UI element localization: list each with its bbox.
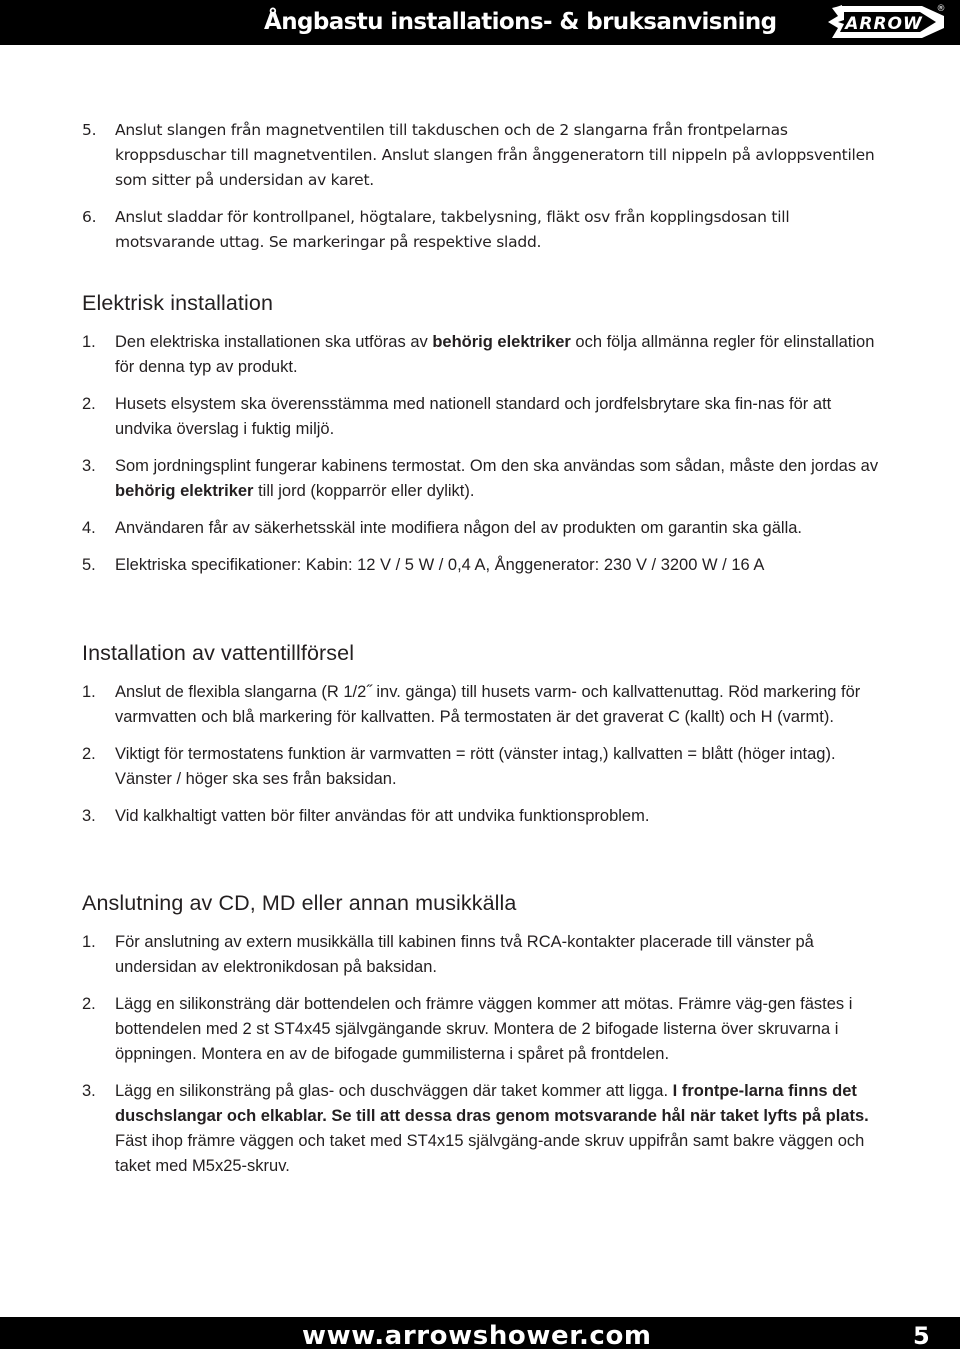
- water-list: [82, 680, 882, 829]
- item-number: 5.: [82, 121, 97, 139]
- item-number: 3.: [82, 807, 96, 825]
- page-number: 5: [913, 1322, 930, 1350]
- item-number: 3.: [82, 1082, 96, 1100]
- item-text: och följa allmänna regler för elinstallation för denna typ av produkt.: [115, 333, 875, 376]
- item-text: Användaren får av säkerhetsskäl inte modifiera någon del av produkten om garantin ska gälla.: [115, 519, 802, 537]
- item-text: Fäst ihop främre väggen och taket med ST4x15 självgäng-ande skruv uppifrån samt bakre väggen och taket med M5x25-skruv.: [115, 1132, 865, 1175]
- item-number: 4.: [82, 519, 96, 537]
- list-item: [82, 454, 882, 504]
- list-item: [82, 992, 882, 1067]
- music-list: [82, 930, 882, 1179]
- list-item: [82, 930, 882, 980]
- item-text: Viktigt för termostatens funktion är varmvatten = rött (vänster intag,) kallvatten = blått (höger intag). Vänster / höger ska ses från baksidan.: [115, 745, 836, 788]
- item-bold-text: behörig elektriker: [115, 482, 254, 500]
- list-item: [82, 742, 882, 792]
- list-item: [82, 680, 882, 730]
- section-heading-music: Anslutning av CD, MD eller annan musikkälla: [82, 891, 517, 915]
- page-footer: [0, 1317, 960, 1349]
- item-text: Anslut slangen från magnetventilen till takduschen och de 2 slangarna från frontpelarnas kroppsduschar till magnetventilen. Anslut slangen från ånggeneratorn till nippeln på avloppsventilen som sitter på undersidan av karet.: [115, 121, 875, 189]
- electrical-list: [82, 330, 882, 578]
- page-header: [0, 0, 960, 45]
- list-item: [82, 118, 882, 193]
- list-item: [82, 516, 882, 541]
- item-text: Som jordningsplint fungerar kabinens termostat. Om den ska användas som sådan, måste den jordas av: [115, 457, 879, 475]
- item-text: Lägg en silikonsträng där bottendelen och främre väggen kommer att mötas. Främre väg-gen fästes i bottendelen med 2 st ST4x45 självgängande skruv. Montera de 2 bifogade listerna över skruvarna i öppningen. Montera en av de bifogade gummilisterna i spåret på frontdelen.: [115, 995, 853, 1063]
- section-heading-water: Installation av vattentillförsel: [82, 641, 355, 665]
- registered-mark: ®: [936, 4, 946, 14]
- item-text: Husets elsystem ska överensstämma med nationell standard och jordfelsbrytare ska fin-nas för att undvika överslag i fuktig miljö.: [115, 395, 832, 438]
- logo-text: ARROW: [845, 14, 923, 34]
- item-text: Lägg en silikonsträng på glas- och duschväggen där taket kommer att ligga.: [115, 1082, 673, 1100]
- list-item: [82, 553, 882, 578]
- list-item: [82, 804, 882, 829]
- item-number: 3.: [82, 457, 96, 475]
- item-number: 2.: [82, 995, 96, 1013]
- list-item: [82, 330, 882, 380]
- item-bold-text: behörig elektriker: [432, 333, 571, 351]
- item-number: 1.: [82, 683, 96, 701]
- item-text: Den elektriska installationen ska utföras av: [115, 333, 433, 351]
- item-number: 2.: [82, 395, 96, 413]
- item-text: Vid kalkhaltigt vatten bör filter användas för att undvika funktionsproblem.: [115, 807, 650, 825]
- intro-list: [82, 118, 882, 255]
- list-item: [82, 205, 882, 255]
- item-number: 6.: [82, 208, 97, 226]
- item-text: Anslut sladdar för kontrollpanel, högtalare, takbelysning, fläkt osv från kopplingsdosan till motsvarande uttag. Se markeringar på respektive sladd.: [115, 208, 790, 251]
- website-url: www.arrowshower.com: [302, 1321, 652, 1351]
- arrow-logo: [824, 2, 950, 42]
- item-number: 2.: [82, 745, 96, 763]
- item-number: 1.: [82, 933, 96, 951]
- list-item: [82, 392, 882, 442]
- item-text: Elektriska specifikationer: Kabin: 12 V / 5 W / 0,4 A, Ånggenerator: 230 V / 3200 W / 16 A: [115, 556, 765, 574]
- list-item: [82, 1079, 882, 1179]
- item-text: För anslutning av extern musikkälla till kabinen finns två RCA-kontakter placerade till vänster på undersidan av elektronikdosan på baksidan.: [115, 933, 814, 976]
- item-number: 1.: [82, 333, 96, 351]
- item-bold-text: I frontpe-larna finns det duschslangar och elkablar. Se till att dessa dras genom motsvarande hål när taket lyfts på plats.: [115, 1082, 869, 1125]
- section-heading-electrical: Elektrisk installation: [82, 291, 273, 315]
- document-title: Ångbastu installations- & bruksanvisning: [264, 9, 777, 35]
- item-text: till jord (kopparrör eller dylikt).: [253, 482, 475, 500]
- item-number: 5.: [82, 556, 96, 574]
- item-text: Anslut de flexibla slangarna (R 1/2˝ inv. gänga) till husets varm- och kallvattenuttag. Röd markering för varmvatten och blå markering för kallvatten. På termostaten är det graverat C (kallt) och H (varmt).: [115, 683, 861, 726]
